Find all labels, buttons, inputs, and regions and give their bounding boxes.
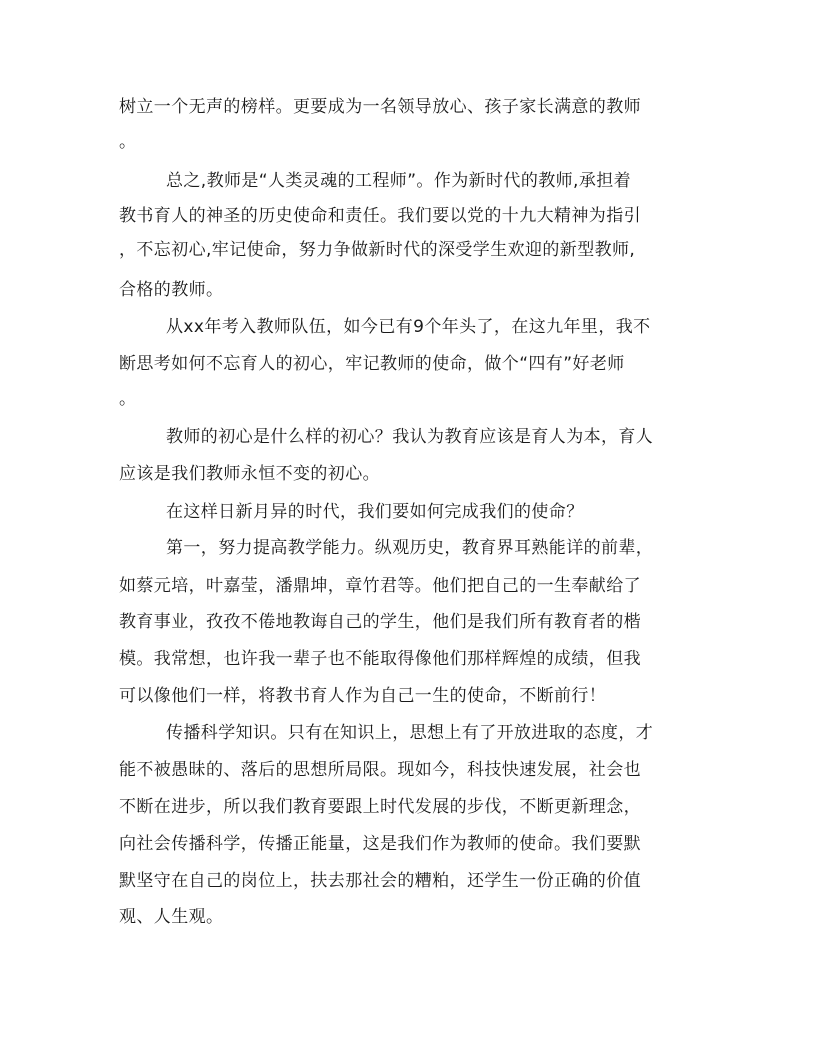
paragraph-start-line: 教师的初心是什么样的初心？我认为教育应该是育人为本，育人 xyxy=(166,427,654,447)
text-line: 向社会传播科学，传播正能量，这是我们作为教师的使命。我们要默 xyxy=(119,834,641,854)
text-line: 模。我常想，也许我一辈子也不能取得像他们那样辉煌的成绩，但我 xyxy=(119,649,641,669)
text-line: 。 xyxy=(119,389,137,409)
text-line: 。 xyxy=(119,132,137,152)
text-line: 教书育人的神圣的历史使命和责任。我们要以党的十九大精神为指引 xyxy=(119,206,641,226)
paragraph-start-line: 在这样日新月异的时代，我们要如何完成我们的使命？ xyxy=(166,502,584,522)
text-line: ，不忘初心,牢记使命，努力争做新时代的深受学生欢迎的新型教师, xyxy=(119,240,636,260)
paragraph-start-line: 从xx年考入教师队伍，如今已有9个年头了，在这九年里，我不 xyxy=(166,317,651,337)
text-line: 如蔡元培，叶嘉莹，潘鼎坤，章竹君等。他们把自己的一生奉献给了 xyxy=(119,576,641,596)
text-line: 不断在进步，所以我们教育要跟上时代发展的步伐，不断更新理念， xyxy=(119,797,641,817)
text-line: 教育事业，孜孜不倦地教诲自己的学生，他们是我们所有教育者的楷 xyxy=(119,612,641,632)
text-line: 可以像他们一样，将教书育人作为自己一生的使命，不断前行！ xyxy=(119,686,607,706)
text-line: 默坚守在自己的岗位上，扶去那社会的糟粕，还学生一份正确的价值 xyxy=(119,871,641,891)
text-line: 断思考如何不忘育人的初心，牢记教师的使命，做个“四有”好老师 xyxy=(119,354,625,374)
text-line: 能不被愚昧的、落后的思想所局限。现如今，科技快速发展，社会也 xyxy=(119,760,641,780)
text-line: 应该是我们教师永恒不变的初心。 xyxy=(119,464,380,484)
paragraph-start-line: 传播科学知识。只有在知识上，思想上有了开放进取的态度，才 xyxy=(166,723,654,743)
paragraph-start-line: 第一，努力提高教学能力。纵观历史，教育界耳熟能详的前辈， xyxy=(166,538,654,558)
text-line: 合格的教师。 xyxy=(119,280,224,300)
paragraph-start-line: 总之,教师是“人类灵魂的工程师”。作为新时代的教师,承担着 xyxy=(166,171,632,191)
text-line: 观、人生观。 xyxy=(119,907,224,927)
text-line: 树立一个无声的榜样。更要成为一名领导放心、孩子家长满意的教师 xyxy=(119,97,641,117)
